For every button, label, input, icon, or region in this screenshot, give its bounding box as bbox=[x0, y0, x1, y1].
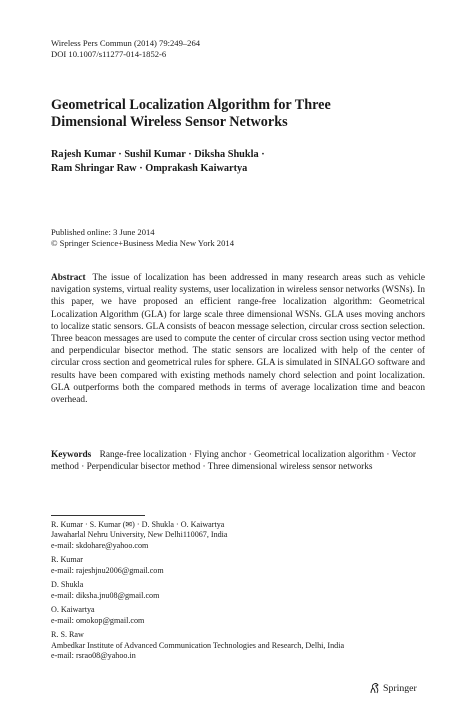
email-line: e-mail: rajeshjnu2006@gmail.com bbox=[51, 565, 164, 575]
email-line: e-mail: rsrao08@yahoo.in bbox=[51, 651, 136, 661]
published-date: Published online: 3 June 2014 bbox=[51, 227, 155, 237]
affiliation-block bbox=[51, 580, 431, 601]
affiliation-line: R. Kumar bbox=[51, 555, 83, 565]
abstract-section bbox=[51, 272, 425, 406]
affiliation-line: Ambedkar Institute of Advanced Communication Technologies and Research, Delhi, India bbox=[51, 640, 345, 650]
paper-title bbox=[51, 97, 431, 131]
affiliation-line: R. S. Raw bbox=[51, 630, 84, 640]
abstract-heading: Abstract bbox=[51, 273, 86, 283]
copyright-line: © Springer Science+Business Media New York 2014 bbox=[51, 238, 234, 248]
author-line: Rajesh Kumar · Sushil Kumar · Diksha Shukla · bbox=[51, 149, 265, 160]
title-line: Geometrical Localization Algorithm for Three bbox=[51, 97, 331, 113]
email-line: e-mail: diksha.jnu08@gmail.com bbox=[51, 590, 160, 600]
springer-logo bbox=[369, 682, 417, 694]
author-line: Ram Shringar Raw · Omprakash Kaiwartya bbox=[51, 162, 248, 174]
affiliation-block bbox=[51, 605, 431, 626]
footnote-divider bbox=[51, 515, 145, 516]
affiliation-block bbox=[51, 520, 431, 551]
author-list bbox=[51, 148, 431, 175]
affiliation-line: R. Kumar · S. Kumar (✉) · D. Shukla · O. Kaiwartya bbox=[51, 520, 225, 529]
affiliation-line: Jawaharlal Nehru University, New Delhi110067, India bbox=[51, 530, 228, 540]
affiliations bbox=[51, 520, 431, 666]
keywords-text: Range-free localization · Flying anchor · Geometrical localization algorithm · Vector method · Perpendicular bisector method · Three dimensional wireless sensor networks bbox=[51, 450, 416, 473]
keywords-heading: Keywords bbox=[51, 450, 92, 460]
journal-citation: Wireless Pers Commun (2014) 79:249–264 bbox=[51, 38, 201, 48]
affiliation-line: D. Shukla bbox=[51, 580, 84, 590]
keywords-section bbox=[51, 449, 425, 473]
title-line: Dimensional Wireless Sensor Networks bbox=[51, 114, 288, 130]
email-line: e-mail: skdohare@yahoo.com bbox=[51, 540, 149, 550]
journal-header bbox=[51, 38, 200, 59]
affiliation-block bbox=[51, 630, 431, 661]
email-line: e-mail: omokop@gmail.com bbox=[51, 615, 145, 625]
springer-horse-icon bbox=[369, 682, 380, 694]
affiliation-line: O. Kaiwartya bbox=[51, 605, 95, 615]
springer-wordmark: Springer bbox=[383, 682, 417, 694]
journal-doi: DOI 10.1007/s11277-014-1852-6 bbox=[51, 48, 167, 59]
abstract-text: The issue of localization has been addressed in many research areas such as vehicle navigation systems, virtual reality systems, user localization in wireless sensor networks (WSNs). In this paper, we have proposed an efficient range-free localization algorithm: Geometrical Localization Algorithm (GLA) for large scale three dimensional WSNs. GLA uses moving anchors to localize static sensors. GLA consists of beacon message selection, circular cross section selection. Three beacon messages are used to compute the center of circular cross section using vector method and perpendicular bisector method. The static sensors are localized with help of the center of circular cross section and geometrical rules for sphere. GLA is simulated in SINALGO software and results have been compared with existing methods namely chord selection and point localization. GLA outperforms both the compared methods in terms of average localization time and beacon overhead. bbox=[51, 273, 426, 406]
affiliation-block bbox=[51, 555, 431, 576]
publication-info bbox=[51, 227, 234, 249]
